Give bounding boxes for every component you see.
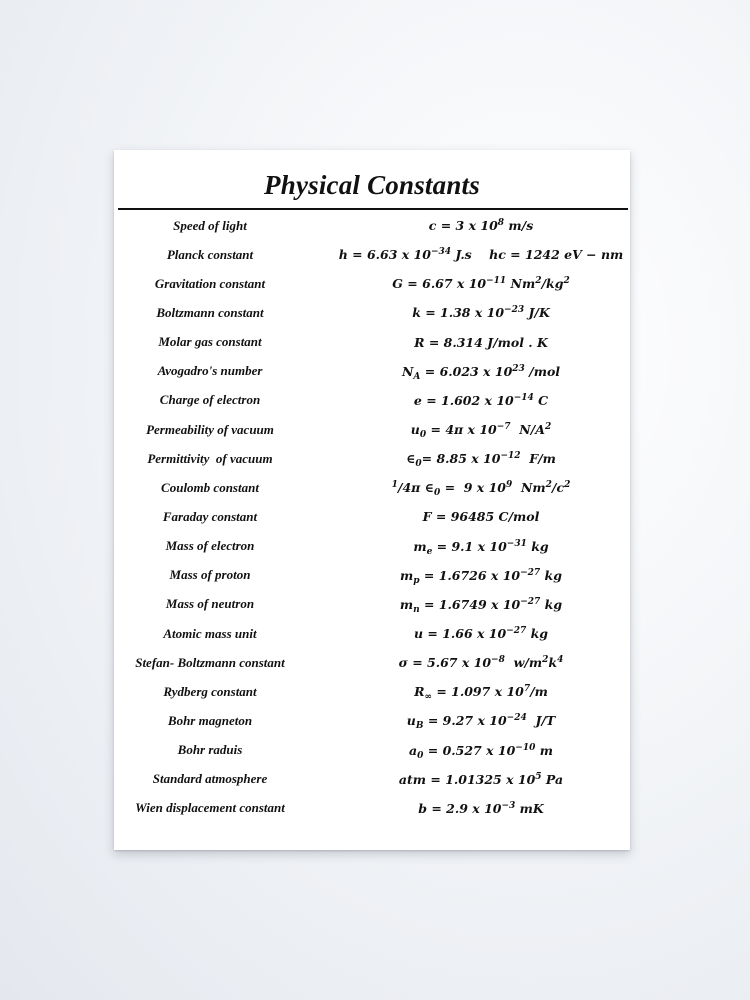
constant-name: Mass of neutron [165,596,255,612]
poster [114,150,630,850]
constant-value: c = 3 x $10^8$ m/s [428,218,534,234]
constant-row [114,240,630,269]
constant-row [114,415,630,444]
constant-row [114,590,630,619]
constant-value: $N_A = 6.023$ x $10^{23}$ /mol [401,363,561,382]
constant-name: Faraday constant [162,508,258,524]
constant-value: $\in_0= 8.85$ x $10^{-12}$ F/m [406,451,556,470]
constant-row [114,706,630,735]
constant-row [114,794,630,823]
constant-value: $m_n = 1.6749$ x $10^{-27}$ kg [399,596,563,615]
constant-name: Coulomb constant [161,479,259,495]
constant-value: $a_0 = 0.527$ x $10^{-10}$ m [409,742,553,761]
constant-row [114,677,630,706]
constant-value: b = 2.9 x $10^{-3}$ mK [418,800,544,816]
constant-row [114,444,630,473]
constant-row [114,532,630,561]
constants-list [114,211,630,823]
constant-name: Boltzmann constant [156,304,264,320]
constant-value: $m_e = 9.1$ x $10^{-31}$ kg [413,538,549,557]
constant-value: $u_B = 9.27$ x $10^{-24}$ J/T [406,713,556,732]
title-divider [118,208,628,210]
constant-value: h = 6.63 x $10^{-34}$ J.s hc = 1242 eV − nm [338,247,624,263]
constant-name: Speed of light [173,217,247,233]
constant-row [114,473,630,502]
constant-value: $R_\infty = 1.097$ x $10^7/m$ [414,684,548,703]
constant-row [114,619,630,648]
constant-value: e = 1.602 x $10^{-14}$ C [413,392,549,408]
constant-name: Permeability of vacuum [146,421,274,437]
constant-name: Mass of electron [165,538,255,554]
constant-value: $^1$/4π $\in_0 = 9$ x $10^9$ $Nm^2/c^2$ [391,480,571,499]
constant-value: u = 1.66 x $10^{-27}$ kg [413,626,549,642]
constant-name: Planck constant [166,246,254,262]
constant-value: G = 6.67 x $10^{-11}$ $Nm^2/kg^2$ [392,276,570,292]
constant-row [114,269,630,298]
constant-name: Wien displacement constant [135,800,285,816]
constant-row [114,386,630,415]
constant-value: R = 8.314 J/mol . K [414,334,548,350]
constant-row [114,648,630,677]
constant-row [114,298,630,327]
constant-row [114,561,630,590]
constant-value: k = 1.38 x $10^{-23}$ J/K [412,305,550,321]
constant-name: Rydberg constant [163,683,257,699]
constant-name: Molar gas constant [158,334,262,350]
poster-title: Physical Constants [264,170,480,200]
constant-row [114,211,630,240]
constant-row [114,736,630,765]
constant-name: Bohr magneton [167,712,253,728]
constant-name: Gravitation constant [154,275,266,291]
constant-name: Avogadro's number [157,363,263,379]
constant-value: atm = 1.01325 x $10^5$ Pa [398,771,564,787]
constant-name: Stefan- Boltzmann constant [135,654,285,670]
constant-row [114,765,630,794]
constant-name: Mass of proton [169,567,251,583]
constant-row [114,502,630,531]
constant-name: Standard atmosphere [152,771,268,787]
constant-name: Charge of electron [159,392,261,408]
constant-value: σ = 5.67 x $10^{-8}$ $w/m^2k^4$ [398,655,564,671]
constant-name: Bohr raduis [177,742,243,758]
constant-row [114,328,630,357]
constant-value: F = 96485 C/mol [422,509,540,525]
constant-name: Atomic mass unit [163,625,257,641]
constant-value: $m_p = 1.6726$ x $10^{-27}$ kg [400,567,562,586]
constant-row [114,357,630,386]
constant-name: Permittivity of vacuum [147,450,273,466]
constant-value: $u_0 = 4\pi$ x $10^{-7}$ $N/A^2$ [410,422,552,441]
